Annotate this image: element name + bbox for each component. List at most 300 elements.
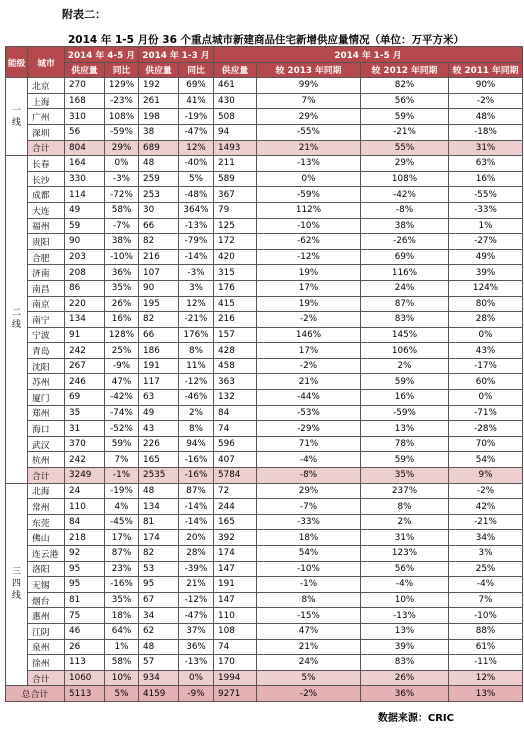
vs-2013-cell: 146% xyxy=(257,327,361,343)
vs-2012-cell: 56% xyxy=(361,561,449,577)
supply-apr-may-cell: 310 xyxy=(65,109,105,125)
supply-jan-may-cell: 1994 xyxy=(214,670,257,686)
vs-2012-cell: -59% xyxy=(361,405,449,421)
table-row xyxy=(6,265,523,281)
vs-2013-cell: 17% xyxy=(257,343,361,359)
vs-2012-cell: 35% xyxy=(361,468,449,484)
supply-jan-mar-cell: 174 xyxy=(139,530,179,546)
vs-2012-cell: 83% xyxy=(361,655,449,671)
vs-2012-cell: 56% xyxy=(361,93,449,109)
supply-jan-mar-cell: 4159 xyxy=(139,686,179,702)
supply-jan-may-cell: 157 xyxy=(214,327,257,343)
vs-2013-cell: -10% xyxy=(257,218,361,234)
city-cell: 深圳 xyxy=(28,124,65,140)
supply-apr-may-cell: 95 xyxy=(65,577,105,593)
table-row xyxy=(6,499,523,515)
supply-jan-mar-cell: 82 xyxy=(139,234,179,250)
supply-apr-may-cell: 26 xyxy=(65,639,105,655)
supply-jan-may-cell: 5784 xyxy=(214,468,257,484)
vs-2012-cell: -21% xyxy=(361,124,449,140)
yoy-jan-mar-cell: -3% xyxy=(179,265,214,281)
supply-apr-may-cell: 49 xyxy=(65,202,105,218)
vs-2011-cell: 0% xyxy=(449,390,523,406)
supply-jan-mar-cell: 192 xyxy=(139,78,179,94)
supply-jan-mar-cell: 198 xyxy=(139,109,179,125)
supply-jan-may-cell: 147 xyxy=(214,592,257,608)
city-cell: 贵阳 xyxy=(28,234,65,250)
vs-2011-cell: 13% xyxy=(449,686,523,702)
supply-jan-may-cell: 461 xyxy=(214,78,257,94)
vs-2011-cell: 124% xyxy=(449,280,523,296)
table-row xyxy=(6,109,523,125)
supply-jan-may-cell: 191 xyxy=(214,577,257,593)
supply-jan-mar-cell: 34 xyxy=(139,608,179,624)
supply-jan-mar-cell: 49 xyxy=(139,405,179,421)
supply-apr-may-cell: 134 xyxy=(65,312,105,328)
vs-2011-cell: 70% xyxy=(449,436,523,452)
subtotal-row xyxy=(6,670,523,686)
vs-2013-cell: -29% xyxy=(257,421,361,437)
grand-total-label: 总合计 xyxy=(6,686,65,702)
vs-2011-cell: -33% xyxy=(449,202,523,218)
vs-2011-cell: -11% xyxy=(449,655,523,671)
vs-2012-cell: 106% xyxy=(361,343,449,359)
supply-jan-mar-cell: 934 xyxy=(139,670,179,686)
supply-jan-mar-cell: 43 xyxy=(139,421,179,437)
table-row xyxy=(6,452,523,468)
header-yoy: 同比 xyxy=(105,62,139,78)
city-cell: 杭州 xyxy=(28,452,65,468)
yoy-apr-may-cell: 64% xyxy=(105,623,139,639)
city-cell: 北京 xyxy=(28,78,65,94)
header-vs-2011: 较 2011 年同期 xyxy=(449,62,523,78)
supply-apr-may-cell: 218 xyxy=(65,530,105,546)
city-cell: 厦门 xyxy=(28,390,65,406)
vs-2011-cell: 61% xyxy=(449,639,523,655)
vs-2013-cell: -1% xyxy=(257,577,361,593)
supply-apr-may-cell: 31 xyxy=(65,421,105,437)
yoy-jan-mar-cell: -39% xyxy=(179,561,214,577)
vs-2011-cell: -21% xyxy=(449,514,523,530)
yoy-apr-may-cell: 35% xyxy=(105,592,139,608)
subtotal-label: 合计 xyxy=(28,140,65,156)
city-cell: 成都 xyxy=(28,187,65,203)
yoy-jan-mar-cell: -9% xyxy=(179,686,214,702)
city-cell: 惠州 xyxy=(28,608,65,624)
yoy-jan-mar-cell: 3% xyxy=(179,280,214,296)
yoy-jan-mar-cell: 5% xyxy=(179,171,214,187)
city-cell: 济南 xyxy=(28,265,65,281)
supply-apr-may-cell: 81 xyxy=(65,592,105,608)
city-cell: 南宁 xyxy=(28,312,65,328)
supply-jan-mar-cell: 38 xyxy=(139,124,179,140)
city-cell: 宁波 xyxy=(28,327,65,343)
supply-jan-may-cell: 508 xyxy=(214,109,257,125)
yoy-apr-may-cell: 10% xyxy=(105,670,139,686)
vs-2012-cell: 145% xyxy=(361,327,449,343)
table-row xyxy=(6,639,523,655)
supply-apr-may-cell: 92 xyxy=(65,546,105,562)
city-cell: 郑州 xyxy=(28,405,65,421)
vs-2011-cell: -55% xyxy=(449,187,523,203)
supply-jan-mar-cell: 48 xyxy=(139,156,179,172)
city-cell: 泉州 xyxy=(28,639,65,655)
yoy-apr-may-cell: 7% xyxy=(105,452,139,468)
subtotal-label: 合计 xyxy=(28,468,65,484)
yoy-jan-mar-cell: -19% xyxy=(179,109,214,125)
supply-apr-may-cell: 46 xyxy=(65,623,105,639)
supply-apr-may-cell: 95 xyxy=(65,561,105,577)
yoy-apr-may-cell: -74% xyxy=(105,405,139,421)
yoy-apr-may-cell: 1% xyxy=(105,639,139,655)
supply-jan-mar-cell: 48 xyxy=(139,483,179,499)
supply-jan-mar-cell: 226 xyxy=(139,436,179,452)
vs-2012-cell: 31% xyxy=(361,530,449,546)
city-cell: 连云港 xyxy=(28,546,65,562)
city-cell: 常州 xyxy=(28,499,65,515)
vs-2013-cell: -8% xyxy=(257,468,361,484)
yoy-apr-may-cell: -7% xyxy=(105,218,139,234)
supply-jan-may-cell: 428 xyxy=(214,343,257,359)
data-source: 数据来源：CRIC xyxy=(377,713,454,724)
vs-2011-cell: 48% xyxy=(449,109,523,125)
supply-jan-mar-cell: 191 xyxy=(139,358,179,374)
table-row xyxy=(6,218,523,234)
city-cell: 江阴 xyxy=(28,623,65,639)
vs-2012-cell: 82% xyxy=(361,78,449,94)
yoy-jan-mar-cell: -47% xyxy=(179,124,214,140)
table-row xyxy=(6,592,523,608)
city-cell: 北海 xyxy=(28,483,65,499)
vs-2013-cell: 29% xyxy=(257,109,361,125)
header-group-apr-may: 2014 年 4-5 月 xyxy=(65,47,139,63)
vs-2011-cell: -17% xyxy=(449,358,523,374)
yoy-apr-may-cell: 16% xyxy=(105,312,139,328)
vs-2012-cell: -42% xyxy=(361,187,449,203)
supply-jan-may-cell: 165 xyxy=(214,514,257,530)
table-row xyxy=(6,530,523,546)
vs-2013-cell: -4% xyxy=(257,452,361,468)
yoy-apr-may-cell: -59% xyxy=(105,124,139,140)
supply-jan-mar-cell: 117 xyxy=(139,374,179,390)
vs-2013-cell: 8% xyxy=(257,592,361,608)
supply-apr-may-cell: 246 xyxy=(65,374,105,390)
yoy-jan-mar-cell: -40% xyxy=(179,156,214,172)
yoy-apr-may-cell: 58% xyxy=(105,655,139,671)
yoy-apr-may-cell: 5% xyxy=(105,686,139,702)
vs-2012-cell: 8% xyxy=(361,499,449,515)
table-row xyxy=(6,514,523,530)
table-row xyxy=(6,577,523,593)
city-cell: 长沙 xyxy=(28,171,65,187)
table-row xyxy=(6,561,523,577)
supply-jan-may-cell: 174 xyxy=(214,546,257,562)
supply-apr-may-cell: 370 xyxy=(65,436,105,452)
vs-2012-cell: 116% xyxy=(361,265,449,281)
vs-2011-cell: -27% xyxy=(449,234,523,250)
yoy-jan-mar-cell: 364% xyxy=(179,202,214,218)
yoy-jan-mar-cell: 94% xyxy=(179,436,214,452)
supply-jan-may-cell: 110 xyxy=(214,608,257,624)
supply-apr-may-cell: 804 xyxy=(65,140,105,156)
supply-jan-may-cell: 315 xyxy=(214,265,257,281)
vs-2012-cell: 78% xyxy=(361,436,449,452)
header-yoy: 同比 xyxy=(179,62,214,78)
supply-jan-may-cell: 147 xyxy=(214,561,257,577)
supply-apr-may-cell: 91 xyxy=(65,327,105,343)
yoy-apr-may-cell: 29% xyxy=(105,140,139,156)
city-cell: 洛阳 xyxy=(28,561,65,577)
table-row xyxy=(6,405,523,421)
city-cell: 徐州 xyxy=(28,655,65,671)
supply-jan-mar-cell: 53 xyxy=(139,561,179,577)
table-row xyxy=(6,249,523,265)
supply-apr-may-cell: 164 xyxy=(65,156,105,172)
vs-2013-cell: 0% xyxy=(257,171,361,187)
yoy-apr-may-cell: 128% xyxy=(105,327,139,343)
supply-apr-may-cell: 5113 xyxy=(65,686,105,702)
yoy-apr-may-cell: -19% xyxy=(105,483,139,499)
supply-jan-mar-cell: 259 xyxy=(139,171,179,187)
vs-2011-cell: -18% xyxy=(449,124,523,140)
supply-jan-may-cell: 170 xyxy=(214,655,257,671)
vs-2013-cell: -44% xyxy=(257,390,361,406)
supply-table xyxy=(5,46,523,702)
vs-2012-cell: 16% xyxy=(361,390,449,406)
table-title: 2014 年 1-5 月份 36 个重点城市新建商品住宅新增供应量情况（单位：万平方米） xyxy=(67,34,465,46)
yoy-jan-mar-cell: 0% xyxy=(179,670,214,686)
vs-2011-cell: 60% xyxy=(449,374,523,390)
yoy-apr-may-cell: 38% xyxy=(105,234,139,250)
supply-apr-may-cell: 24 xyxy=(65,483,105,499)
supply-apr-may-cell: 242 xyxy=(65,343,105,359)
yoy-apr-may-cell: 17% xyxy=(105,530,139,546)
supply-jan-may-cell: 589 xyxy=(214,171,257,187)
tier-label: 三 四 线 xyxy=(6,483,28,686)
table-row xyxy=(6,608,523,624)
table-row xyxy=(6,312,523,328)
vs-2013-cell: 24% xyxy=(257,655,361,671)
vs-2013-cell: -2% xyxy=(257,686,361,702)
city-cell: 沈阳 xyxy=(28,358,65,374)
table-row xyxy=(6,78,523,94)
yoy-jan-mar-cell: -14% xyxy=(179,249,214,265)
yoy-apr-may-cell: 35% xyxy=(105,280,139,296)
supply-jan-mar-cell: 90 xyxy=(139,280,179,296)
vs-2012-cell: 59% xyxy=(361,109,449,125)
appendix-label: 附表二： xyxy=(62,8,106,21)
subtotal-row xyxy=(6,468,523,484)
vs-2012-cell: -26% xyxy=(361,234,449,250)
vs-2012-cell: 123% xyxy=(361,546,449,562)
yoy-apr-may-cell: -72% xyxy=(105,187,139,203)
vs-2011-cell: 28% xyxy=(449,312,523,328)
header-tier: 能级 xyxy=(6,47,28,78)
city-cell: 长春 xyxy=(28,156,65,172)
table-row xyxy=(6,390,523,406)
vs-2012-cell: -4% xyxy=(361,577,449,593)
yoy-apr-may-cell: 108% xyxy=(105,109,139,125)
vs-2012-cell: 2% xyxy=(361,514,449,530)
supply-jan-may-cell: 74 xyxy=(214,639,257,655)
vs-2013-cell: 5% xyxy=(257,670,361,686)
yoy-apr-may-cell: -16% xyxy=(105,577,139,593)
table-row xyxy=(6,546,523,562)
vs-2011-cell: 0% xyxy=(449,327,523,343)
tier-label: 二 线 xyxy=(6,156,28,483)
supply-jan-mar-cell: 165 xyxy=(139,452,179,468)
yoy-apr-may-cell: 47% xyxy=(105,374,139,390)
supply-apr-may-cell: 35 xyxy=(65,405,105,421)
vs-2013-cell: -2% xyxy=(257,358,361,374)
supply-apr-may-cell: 114 xyxy=(65,187,105,203)
yoy-apr-may-cell: -42% xyxy=(105,390,139,406)
vs-2013-cell: 21% xyxy=(257,639,361,655)
yoy-jan-mar-cell: 69% xyxy=(179,78,214,94)
supply-jan-mar-cell: 63 xyxy=(139,390,179,406)
vs-2011-cell: 7% xyxy=(449,592,523,608)
yoy-apr-may-cell: 59% xyxy=(105,436,139,452)
supply-jan-mar-cell: 82 xyxy=(139,312,179,328)
vs-2011-cell: 63% xyxy=(449,156,523,172)
supply-apr-may-cell: 113 xyxy=(65,655,105,671)
vs-2012-cell: 29% xyxy=(361,156,449,172)
supply-jan-may-cell: 420 xyxy=(214,249,257,265)
supply-jan-may-cell: 211 xyxy=(214,156,257,172)
yoy-jan-mar-cell: -47% xyxy=(179,608,214,624)
vs-2013-cell: 112% xyxy=(257,202,361,218)
table-row xyxy=(6,171,523,187)
city-cell: 苏州 xyxy=(28,374,65,390)
vs-2012-cell: 39% xyxy=(361,639,449,655)
supply-apr-may-cell: 242 xyxy=(65,452,105,468)
vs-2011-cell: -4% xyxy=(449,577,523,593)
vs-2013-cell: -10% xyxy=(257,561,361,577)
table-row xyxy=(6,124,523,140)
vs-2013-cell: -62% xyxy=(257,234,361,250)
supply-jan-may-cell: 415 xyxy=(214,296,257,312)
supply-apr-may-cell: 75 xyxy=(65,608,105,624)
yoy-apr-may-cell: 18% xyxy=(105,608,139,624)
supply-apr-may-cell: 59 xyxy=(65,218,105,234)
vs-2012-cell: 83% xyxy=(361,312,449,328)
yoy-apr-may-cell: -9% xyxy=(105,358,139,374)
yoy-apr-may-cell: 129% xyxy=(105,78,139,94)
table-row xyxy=(6,358,523,374)
supply-jan-may-cell: 94 xyxy=(214,124,257,140)
yoy-jan-mar-cell: 176% xyxy=(179,327,214,343)
header-supply: 供应量 xyxy=(139,62,179,78)
supply-jan-may-cell: 596 xyxy=(214,436,257,452)
vs-2011-cell: -71% xyxy=(449,405,523,421)
vs-2012-cell: 108% xyxy=(361,171,449,187)
vs-2012-cell: 26% xyxy=(361,670,449,686)
supply-jan-may-cell: 79 xyxy=(214,202,257,218)
supply-apr-may-cell: 1060 xyxy=(65,670,105,686)
supply-jan-may-cell: 216 xyxy=(214,312,257,328)
vs-2013-cell: -53% xyxy=(257,405,361,421)
yoy-jan-mar-cell: -12% xyxy=(179,592,214,608)
table-row xyxy=(6,156,523,172)
vs-2012-cell: 10% xyxy=(361,592,449,608)
vs-2013-cell: 21% xyxy=(257,374,361,390)
header-vs-2012: 较 2012 年同期 xyxy=(361,62,449,78)
yoy-apr-may-cell: 58% xyxy=(105,202,139,218)
vs-2012-cell: 69% xyxy=(361,249,449,265)
city-cell: 烟台 xyxy=(28,592,65,608)
supply-jan-may-cell: 132 xyxy=(214,390,257,406)
supply-apr-may-cell: 208 xyxy=(65,265,105,281)
vs-2013-cell: 7% xyxy=(257,93,361,109)
vs-2012-cell: 13% xyxy=(361,421,449,437)
supply-jan-mar-cell: 48 xyxy=(139,639,179,655)
yoy-jan-mar-cell: -14% xyxy=(179,514,214,530)
supply-apr-may-cell: 220 xyxy=(65,296,105,312)
supply-apr-may-cell: 86 xyxy=(65,280,105,296)
table-row xyxy=(6,374,523,390)
grand-total-row xyxy=(6,686,523,702)
yoy-apr-may-cell: -23% xyxy=(105,93,139,109)
table-row xyxy=(6,93,523,109)
vs-2013-cell: -13% xyxy=(257,156,361,172)
vs-2013-cell: 19% xyxy=(257,265,361,281)
supply-jan-may-cell: 430 xyxy=(214,93,257,109)
vs-2013-cell: -15% xyxy=(257,608,361,624)
supply-jan-may-cell: 176 xyxy=(214,280,257,296)
supply-jan-may-cell: 108 xyxy=(214,623,257,639)
supply-jan-may-cell: 367 xyxy=(214,187,257,203)
vs-2011-cell: 42% xyxy=(449,499,523,515)
supply-apr-may-cell: 56 xyxy=(65,124,105,140)
header-city: 城市 xyxy=(28,47,65,78)
table-body xyxy=(6,78,523,702)
supply-jan-may-cell: 1493 xyxy=(214,140,257,156)
table-row xyxy=(6,483,523,499)
supply-jan-mar-cell: 81 xyxy=(139,514,179,530)
supply-jan-may-cell: 392 xyxy=(214,530,257,546)
table-row xyxy=(6,623,523,639)
vs-2012-cell: 59% xyxy=(361,374,449,390)
table-row xyxy=(6,421,523,437)
vs-2013-cell: -2% xyxy=(257,312,361,328)
supply-jan-mar-cell: 195 xyxy=(139,296,179,312)
supply-jan-mar-cell: 2535 xyxy=(139,468,179,484)
supply-jan-mar-cell: 689 xyxy=(139,140,179,156)
supply-jan-may-cell: 72 xyxy=(214,483,257,499)
vs-2011-cell: 31% xyxy=(449,140,523,156)
table-row xyxy=(6,280,523,296)
supply-jan-mar-cell: 253 xyxy=(139,187,179,203)
vs-2013-cell: 19% xyxy=(257,296,361,312)
supply-apr-may-cell: 110 xyxy=(65,499,105,515)
vs-2013-cell: -55% xyxy=(257,124,361,140)
vs-2012-cell: 237% xyxy=(361,483,449,499)
vs-2011-cell: 43% xyxy=(449,343,523,359)
header-supply: 供应量 xyxy=(65,62,105,78)
city-cell: 东莞 xyxy=(28,514,65,530)
city-cell: 福州 xyxy=(28,218,65,234)
vs-2013-cell: 18% xyxy=(257,530,361,546)
supply-jan-may-cell: 125 xyxy=(214,218,257,234)
yoy-jan-mar-cell: 37% xyxy=(179,623,214,639)
vs-2013-cell: -7% xyxy=(257,499,361,515)
supply-jan-may-cell: 244 xyxy=(214,499,257,515)
vs-2013-cell: 47% xyxy=(257,623,361,639)
vs-2012-cell: 36% xyxy=(361,686,449,702)
city-cell: 佛山 xyxy=(28,530,65,546)
supply-jan-mar-cell: 95 xyxy=(139,577,179,593)
city-cell: 大连 xyxy=(28,202,65,218)
